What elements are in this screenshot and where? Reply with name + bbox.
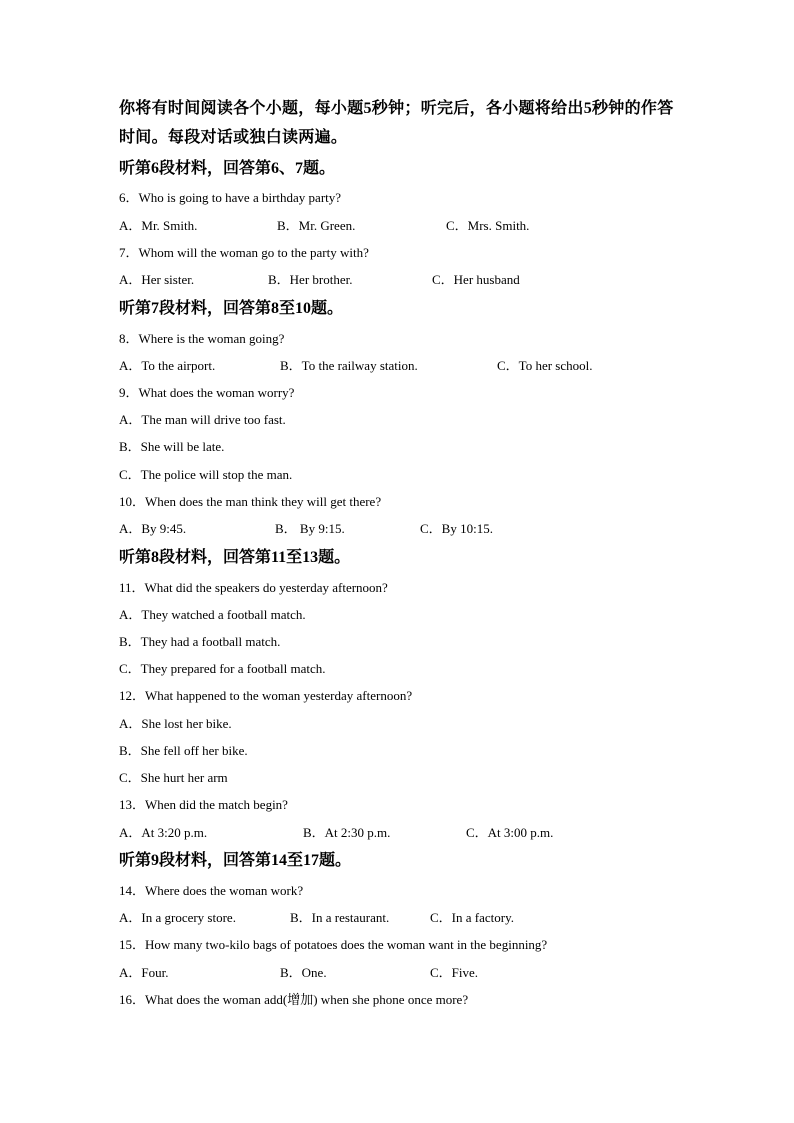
question-10-option-a: A．By 9:45. <box>119 521 187 536</box>
question-14: 14．Where does the woman work? <box>119 883 304 898</box>
question-7-option-c: C．Her husband <box>432 272 520 287</box>
question-12-option-a: A．She lost her bike. <box>119 716 232 731</box>
question-13: 13．When did the match begin? <box>119 797 288 812</box>
section-heading-7: 听第7段材料，回答第8至10题。 <box>119 300 344 317</box>
question-12: 12．What happened to the woman yesterday afternoon? <box>119 688 413 703</box>
question-8-option-b: B．To the railway station. <box>280 358 418 373</box>
question-14-option-c: C．In a factory. <box>430 910 514 925</box>
question-12-option-c: C．She hurt her arm <box>119 770 228 785</box>
question-9-option-c: C．The police will stop the man. <box>119 467 293 482</box>
question-9: 9．What does the woman worry? <box>119 385 295 400</box>
question-7-option-b: B．Her brother. <box>268 272 353 287</box>
question-15-option-b: B．One. <box>280 965 327 980</box>
question-13-option-c: C．At 3:00 p.m. <box>466 825 554 840</box>
section-heading-6: 听第6段材料，回答第6、7题。 <box>119 160 336 177</box>
question-12-option-b: B．She fell off her bike. <box>119 743 248 758</box>
question-8: 8．Where is the woman going? <box>119 331 285 346</box>
question-11: 11．What did the speakers do yesterday afternoon? <box>119 580 388 595</box>
question-14-option-b: B．In a restaurant. <box>290 910 390 925</box>
question-14-option-a: A．In a grocery store. <box>119 910 236 925</box>
question-7: 7．Whom will the woman go to the party with? <box>119 245 369 260</box>
question-10-option-c: C．By 10:15. <box>420 521 493 536</box>
question-11-option-c: C．They prepared for a football match. <box>119 661 326 676</box>
question-15-option-c: C．Five. <box>430 965 479 980</box>
section-heading-9: 听第9段材料，回答第14至17题。 <box>119 852 352 869</box>
question-6-option-a: A．Mr. Smith. <box>119 218 198 233</box>
question-16: 16．What does the woman add(增加) when she phone once more? <box>119 992 469 1007</box>
question-9-option-b: B．She will be late. <box>119 439 225 454</box>
question-6-option-c: C．Mrs. Smith. <box>446 218 530 233</box>
question-13-option-b: B．At 2:30 p.m. <box>303 825 391 840</box>
question-11-option-a: A．They watched a football match. <box>119 607 306 622</box>
question-13-option-a: A．At 3:20 p.m. <box>119 825 208 840</box>
question-6-option-b: B．Mr. Green. <box>277 218 356 233</box>
question-7-option-a: A．Her sister. <box>119 272 195 287</box>
question-8-option-c: C．To her school. <box>497 358 593 373</box>
question-6: 6．Who is going to have a birthday party? <box>119 190 342 205</box>
question-15: 15．How many two-kilo bags of potatoes does the woman want in the beginning? <box>119 937 548 952</box>
question-11-option-b: B．They had a football match. <box>119 634 281 649</box>
instructions-paragraph: 你将有时间阅读各个小题，每小题5秒钟；听完后，各小题将给出5秒钟的作答时间。每段对话或独白读两遍。 <box>119 100 674 146</box>
question-9-option-a: A．The man will drive too fast. <box>119 412 286 427</box>
section-heading-8: 听第8段材料，回答第11至13题。 <box>119 549 351 566</box>
question-10-option-b: B． By 9:15. <box>275 521 345 536</box>
question-15-option-a: A．Four. <box>119 965 169 980</box>
question-8-option-a: A．To the airport. <box>119 358 216 373</box>
question-10: 10．When does the man think they will get there? <box>119 494 382 509</box>
